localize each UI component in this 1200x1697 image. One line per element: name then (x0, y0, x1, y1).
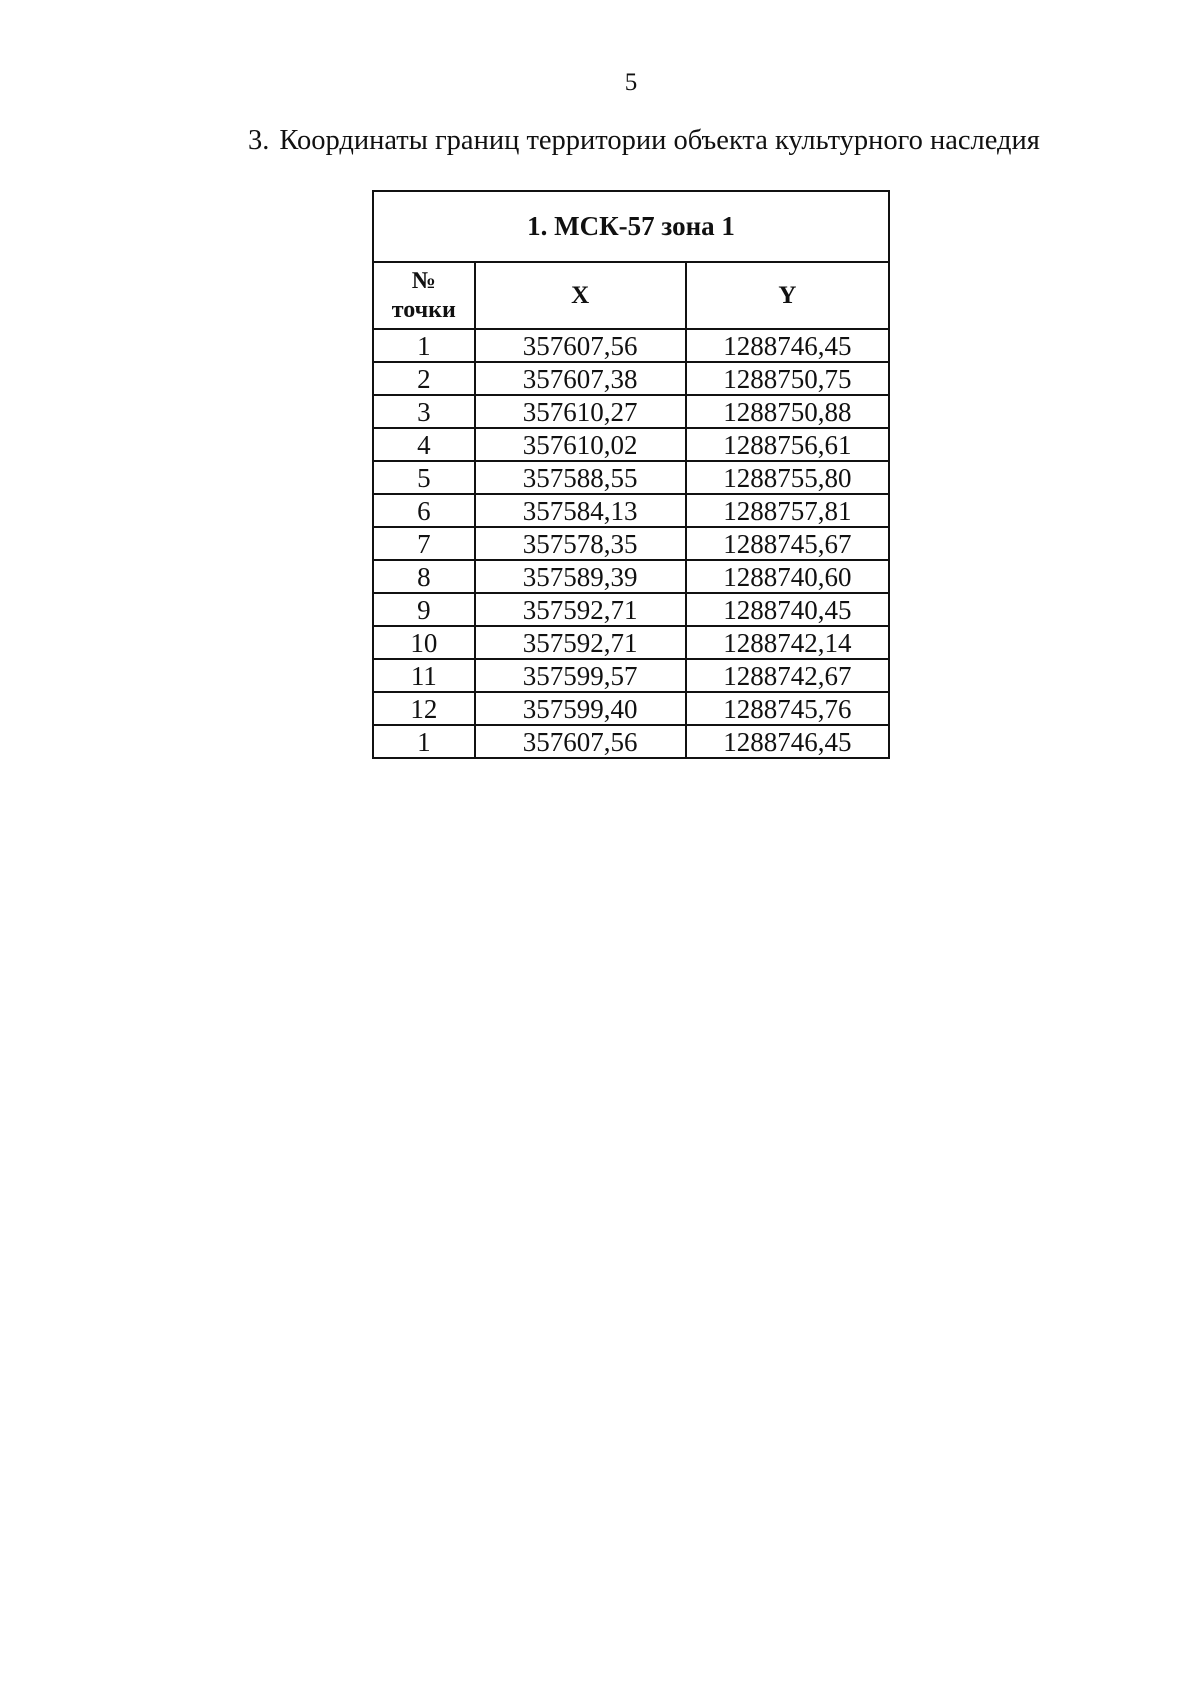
table-row (373, 725, 889, 758)
cell-x: 357610,02 (475, 428, 686, 461)
table-row (373, 362, 889, 395)
cell-x: 357607,38 (475, 362, 686, 395)
cell-y: 1288746,45 (686, 725, 889, 758)
cell-x: 357592,71 (475, 626, 686, 659)
cell-point-number: 1 (373, 725, 475, 758)
table-body (373, 329, 889, 758)
table-title: 1. МСК-57 зона 1 (373, 191, 889, 262)
cell-x: 357588,55 (475, 461, 686, 494)
cell-point-number: 9 (373, 593, 475, 626)
header-point-number-label: точки (391, 296, 456, 323)
cell-y: 1288742,67 (686, 659, 889, 692)
cell-x: 357607,56 (475, 725, 686, 758)
header-point-number-symbol: № (411, 267, 436, 294)
cell-point-number: 11 (373, 659, 475, 692)
cell-y: 1288746,45 (686, 329, 889, 362)
cell-y: 1288745,76 (686, 692, 889, 725)
cell-point-number: 1 (373, 329, 475, 362)
cell-point-number: 5 (373, 461, 475, 494)
cell-y: 1288745,67 (686, 527, 889, 560)
cell-point-number: 2 (373, 362, 475, 395)
table-row (373, 692, 889, 725)
cell-y: 1288740,60 (686, 560, 889, 593)
cell-point-number: 8 (373, 560, 475, 593)
cell-x: 357599,40 (475, 692, 686, 725)
cell-x: 357599,57 (475, 659, 686, 692)
cell-y: 1288740,45 (686, 593, 889, 626)
cell-y: 1288755,80 (686, 461, 889, 494)
cell-x: 357584,13 (475, 494, 686, 527)
cell-point-number: 3 (373, 395, 475, 428)
cell-x: 357592,71 (475, 593, 686, 626)
page-number: 5 (624, 69, 638, 96)
cell-point-number: 10 (373, 626, 475, 659)
header-point-number (373, 262, 475, 329)
table-row (373, 428, 889, 461)
table-row (373, 626, 889, 659)
table-row (373, 659, 889, 692)
table-row (373, 560, 889, 593)
cell-point-number: 6 (373, 494, 475, 527)
cell-x: 357589,39 (475, 560, 686, 593)
table-row (373, 461, 889, 494)
table-row (373, 395, 889, 428)
cell-x: 357578,35 (475, 527, 686, 560)
table-row (373, 593, 889, 626)
cell-point-number: 7 (373, 527, 475, 560)
section-title: Координаты границ территории объекта культурного наследия (279, 125, 1040, 156)
cell-y: 1288742,14 (686, 626, 889, 659)
table-row (373, 494, 889, 527)
cell-point-number: 4 (373, 428, 475, 461)
cell-y: 1288750,75 (686, 362, 889, 395)
cell-y: 1288757,81 (686, 494, 889, 527)
header-x: X (475, 262, 686, 329)
cell-x: 357607,56 (475, 329, 686, 362)
coordinates-table (372, 190, 890, 759)
section-number: 3. (248, 125, 270, 156)
cell-y: 1288750,88 (686, 395, 889, 428)
table-row (373, 527, 889, 560)
cell-x: 357610,27 (475, 395, 686, 428)
section-heading (248, 124, 1040, 158)
table-row (373, 329, 889, 362)
header-y: Y (686, 262, 889, 329)
cell-y: 1288756,61 (686, 428, 889, 461)
cell-point-number: 12 (373, 692, 475, 725)
